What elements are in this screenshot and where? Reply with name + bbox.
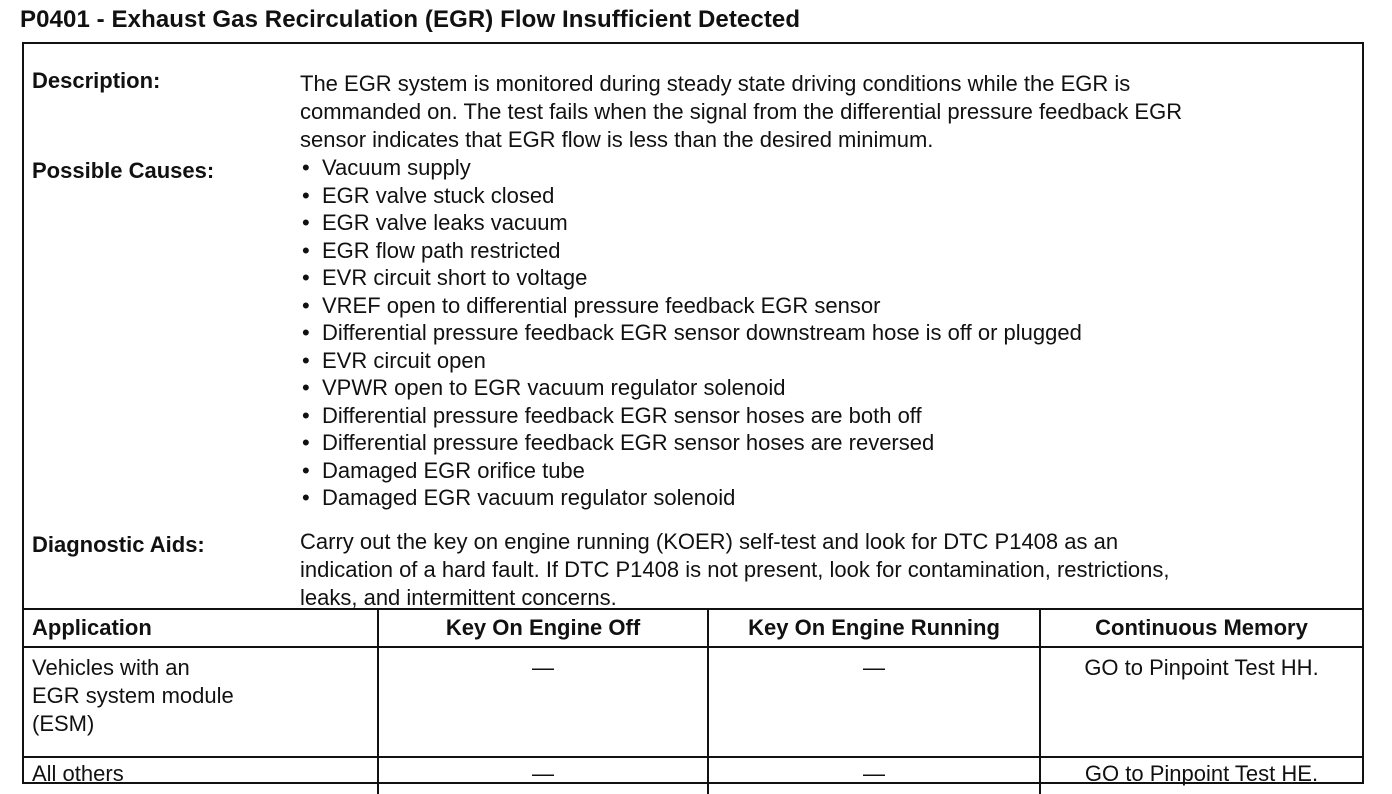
cell-koeo: — [378, 757, 708, 794]
description-text [300, 70, 1332, 154]
bullet-icon: • [302, 320, 310, 345]
bullet-icon: • [302, 155, 310, 180]
list-item: • Damaged EGR vacuum regulator solenoid [302, 485, 736, 510]
list-item: • Differential pressure feedback EGR sensor hoses are both off [302, 402, 922, 428]
list-item: • VPWR open to EGR vacuum regulator solenoid [302, 375, 786, 400]
list-item: • EGR flow path restricted [302, 237, 561, 263]
list-item: • Vacuum supply [302, 155, 471, 180]
header-application: Application [24, 609, 378, 647]
cell-continuous-memory: GO to Pinpoint Test HE. [1040, 757, 1362, 794]
description-line: commanded on. The test fails when the signal from the differential pressure feedback EGR [300, 99, 1183, 124]
possible-causes-list [300, 154, 1332, 512]
cell-application [24, 757, 378, 794]
bullet-icon: • [302, 375, 310, 400]
list-item: • EGR valve leaks vacuum [302, 210, 568, 235]
diagnostic-aids-line: leaks, and intermittent concerns. [300, 585, 617, 610]
cell-koer: — [708, 647, 1040, 757]
list-item: • Differential pressure feedback EGR sensor downstream hose is off or plugged [302, 320, 1082, 345]
application-line: All others [32, 761, 124, 786]
description-line: The EGR system is monitored during steady state driving conditions while the EGR is [300, 71, 1131, 96]
list-item: • EGR valve stuck closed [302, 182, 555, 208]
bullet-icon: • [302, 265, 310, 290]
list-item: • VREF open to differential pressure feedback EGR sensor [302, 292, 881, 318]
bullet-icon: • [302, 485, 310, 510]
cell-continuous-memory: GO to Pinpoint Test HH. [1040, 647, 1362, 757]
table-header-row [24, 609, 1362, 647]
diagnostic-aids-label: Diagnostic Aids: [32, 532, 205, 557]
table-row [24, 757, 1362, 794]
header-koer: Key On Engine Running [708, 609, 1040, 647]
application-line: Vehicles with an [32, 655, 190, 680]
application-line: (ESM) [32, 711, 95, 736]
bullet-icon: • [302, 292, 310, 318]
diagnostic-aids-line: indication of a hard fault. If DTC P1408 is not present, look for contamination, restrictions, [300, 557, 1170, 582]
bullet-icon: • [302, 182, 310, 208]
page-title: P0401 - Exhaust Gas Recirculation (EGR) Flow Insufficient Detected [20, 6, 801, 33]
bullet-icon: • [302, 402, 310, 428]
bullet-icon: • [302, 210, 310, 235]
diagnostic-aids-line: Carry out the key on engine running (KOER) self-test and look for DTC P1408 as an [300, 529, 1119, 554]
description-line: sensor indicates that EGR flow is less than the desired minimum. [300, 127, 934, 152]
application-table [24, 608, 1362, 794]
list-item: • EVR circuit open [302, 347, 486, 373]
possible-causes-label: Possible Causes: [32, 158, 215, 183]
bullet-icon: • [302, 430, 310, 455]
diagnostic-box [22, 42, 1364, 784]
application-line: EGR system module [32, 683, 234, 708]
description-label: Description: [32, 68, 161, 93]
cell-koeo: — [378, 647, 708, 757]
list-item: • EVR circuit short to voltage [302, 265, 588, 290]
bullet-icon: • [302, 237, 310, 263]
header-koeo: Key On Engine Off [378, 609, 708, 647]
table-row [24, 647, 1362, 757]
cell-application [24, 647, 378, 757]
list-item: • Damaged EGR orifice tube [302, 457, 585, 483]
bullet-icon: • [302, 457, 310, 483]
cell-koer: — [708, 757, 1040, 794]
list-item: • Differential pressure feedback EGR sensor hoses are reversed [302, 430, 935, 455]
diagnostic-aids-text [300, 528, 1332, 612]
possible-causes-body [300, 154, 1332, 512]
bullet-icon: • [302, 347, 310, 373]
header-continuous-memory: Continuous Memory [1040, 609, 1362, 647]
